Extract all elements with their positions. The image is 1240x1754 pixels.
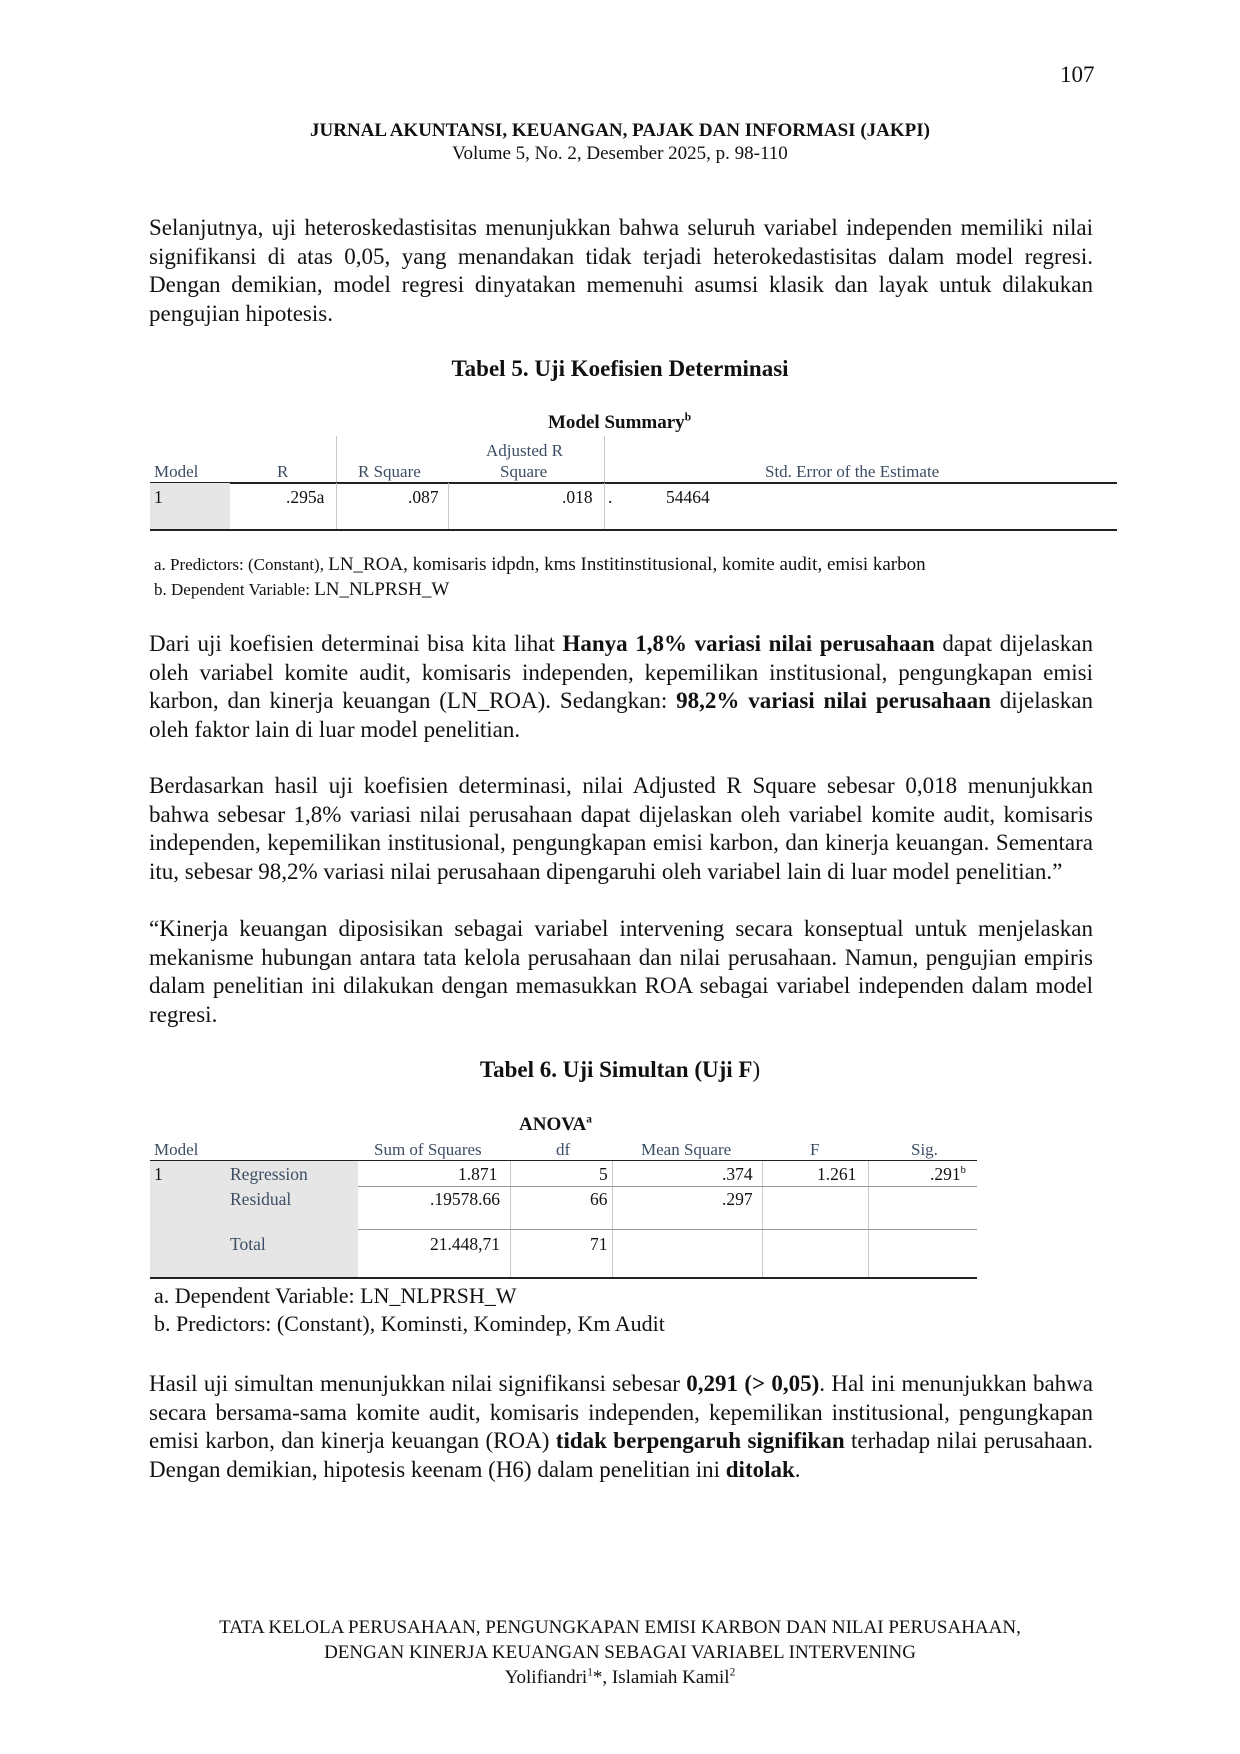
table6-header-sum-of-squares: Sum of Squares — [374, 1140, 482, 1159]
table6-row-rule — [358, 1186, 977, 1187]
table5-header-r-square: R Square — [358, 462, 421, 481]
table6-cell-df: 71 — [590, 1234, 608, 1254]
table6-note-a: a. Dependent Variable: LN_NLPRSH_W — [154, 1283, 517, 1308]
paragraph-heteroskedasticity: Selanjutnya, uji heteroskedastisitas menunjukkan bahwa seluruh variabel independen memiliki nilai signifikansi di atas 0,05, yang menandakan tidak terjadi heterokedastisitas dalam model regresi. Dengan demikian, model regresi dinyatakan memenuhi asumsi klasik dan layak untuk dilakukan pengujian hipotesis. — [149, 215, 1093, 326]
footer-authors: Yolifiandri$^1$*, Islamiah Kamil$^2$ — [504, 1666, 736, 1688]
table6-cell-df: 66 — [590, 1189, 608, 1209]
table6-col-divider — [868, 1161, 869, 1277]
paragraph-adjusted-r-square: Berdasarkan hasil uji koefisien determinasi, nilai Adjusted R Square sebesar 0,018 menunjukkan bahwa sebesar 1,8% variasi nilai perusahaan dapat dijelaskan oleh variabel komite audit, komisaris independen, kepemilikan institusional, pengungkapan emisi karbon, dan kinerja keuangan. Sementara itu, sebesar 98,2% variasi nilai perusahaan dipengaruhi oleh variabel lain di luar model penelitian.” — [149, 773, 1093, 884]
table6-title: ANOVA$^a$ — [519, 1113, 592, 1135]
table6-cell-f: 1.261 — [817, 1164, 857, 1184]
table5-cell-r-square: .087 — [408, 487, 439, 507]
table5-cell-adjusted: .018 — [562, 487, 593, 507]
table5-caption: Tabel 5. Uji Koefisien Determinasi — [451, 356, 789, 381]
table6-cell-df: 5 — [599, 1164, 608, 1184]
table5-header-adjusted-r: Adjusted R — [486, 441, 563, 460]
table6-col-divider — [762, 1161, 763, 1277]
table6-row-rule — [358, 1229, 977, 1230]
footer-title-line1: TATA KELOLA PERUSAHAAN, PENGUNGKAPAN EMISI KARBON DAN NILAI PERUSAHAAN, — [219, 1617, 1021, 1638]
table6-header-model: Model — [154, 1140, 199, 1159]
table6-cell-ms: .374 — [722, 1164, 753, 1184]
footer-title-line2: DENGAN KINERJA KEUANGAN SEBAGAI VARIABEL INTERVENING — [324, 1642, 916, 1663]
table5-note-b: b. Dependent Variable: LN_NLPRSH_W — [154, 579, 450, 600]
table5-header-std-error: Std. Error of the Estimate — [765, 462, 940, 481]
paragraph-determination-summary: Dari uji koefisien determinai bisa kita lihat Hanya 1,8% variasi nilai perusahaan dapat dijelaskan oleh variabel komite audit, komisaris independen, kepemilikan institusional, pengungkapan emisi karbon, dan kinerja keuangan (LN_ROA). Sedangkan: 98,2% variasi nilai perusahaan dijelaskan oleh faktor lain di luar model penelitian. — [149, 631, 1094, 742]
paragraph-simultaneous-test: Hasil uji simultan menunjukkan nilai signifikansi sebesar 0,291 (> 0,05). Hal ini menunjukkan bahwa secara bersama-sama komite audit, komisaris independen, kepemilikan institusional, pengungkapan emisi karbon, dan kinerja keuangan (ROA) tidak berpengaruh signifikan terhadap nilai perusahaan. Dengan demikian, hipotesis keenam (H6) dalam penelitian ini ditolak. — [149, 1371, 1093, 1482]
table6-cell-model: 1 — [154, 1164, 163, 1184]
table6-col-divider — [612, 1161, 613, 1277]
table6-cell-sig: .291$^b$ — [930, 1164, 966, 1184]
table6-row-label: Total — [230, 1234, 266, 1254]
journal-title: JURNAL AKUNTANSI, KEUANGAN, PAJAK DAN INFORMASI (JAKPI) — [310, 120, 930, 141]
table5-cell-model: 1 — [154, 487, 163, 507]
table5-cell-std-error: 54464 — [666, 487, 710, 507]
table6-header-mean-square: Mean Square — [641, 1140, 732, 1159]
table6-cell-ss: 21.448,71 — [430, 1234, 500, 1254]
table5-header-model: Model — [154, 462, 199, 481]
table6-header-f: F — [810, 1140, 820, 1159]
journal-volume: Volume 5, No. 2, Desember 2025, p. 98-110 — [452, 143, 788, 164]
table6-cell-ss: 1.871 — [458, 1164, 498, 1184]
table6-row-label: Residual — [230, 1189, 292, 1209]
table6-header-sig: Sig. — [911, 1140, 938, 1159]
page-number: 107 — [1060, 62, 1095, 87]
table6-row-label: Regression — [230, 1164, 308, 1184]
table5-note-a: a. Predictors: (Constant), LN_ROA, komisaris idpdn, kms Institinstitusional, komite audit, emisi karbon — [154, 554, 926, 575]
table6-caption: Tabel 6. Uji Simultan (Uji F) — [479, 1057, 761, 1082]
table6-col-divider — [510, 1161, 511, 1277]
table5-cell-dot: . — [608, 487, 613, 507]
table6-bottom-rule — [150, 1277, 977, 1279]
table5-title: Model Summary$^b$ — [548, 411, 692, 433]
table6-cell-ms: .297 — [722, 1189, 753, 1209]
table5-header-r: R — [277, 462, 289, 481]
table6-note-b: b. Predictors: (Constant), Kominsti, Komindep, Km Audit — [154, 1311, 665, 1336]
table6-header-df: df — [556, 1140, 571, 1159]
table5-header-square: Square — [500, 462, 548, 481]
paragraph-financial-performance: “Kinerja keuangan diposisikan sebagai variabel intervening secara konseptual untuk menjelaskan mekanisme hubungan antara tata kelola perusahaan dan nilai perusahaan. Namun, pengujian empiris dalam penelitian ini dilakukan dengan memasukkan ROA sebagai variabel independen dalam model regresi. — [149, 916, 1093, 1027]
table5-cell-r: .295a — [286, 487, 325, 507]
table6-cell-ss: .19578.66 — [430, 1189, 500, 1209]
